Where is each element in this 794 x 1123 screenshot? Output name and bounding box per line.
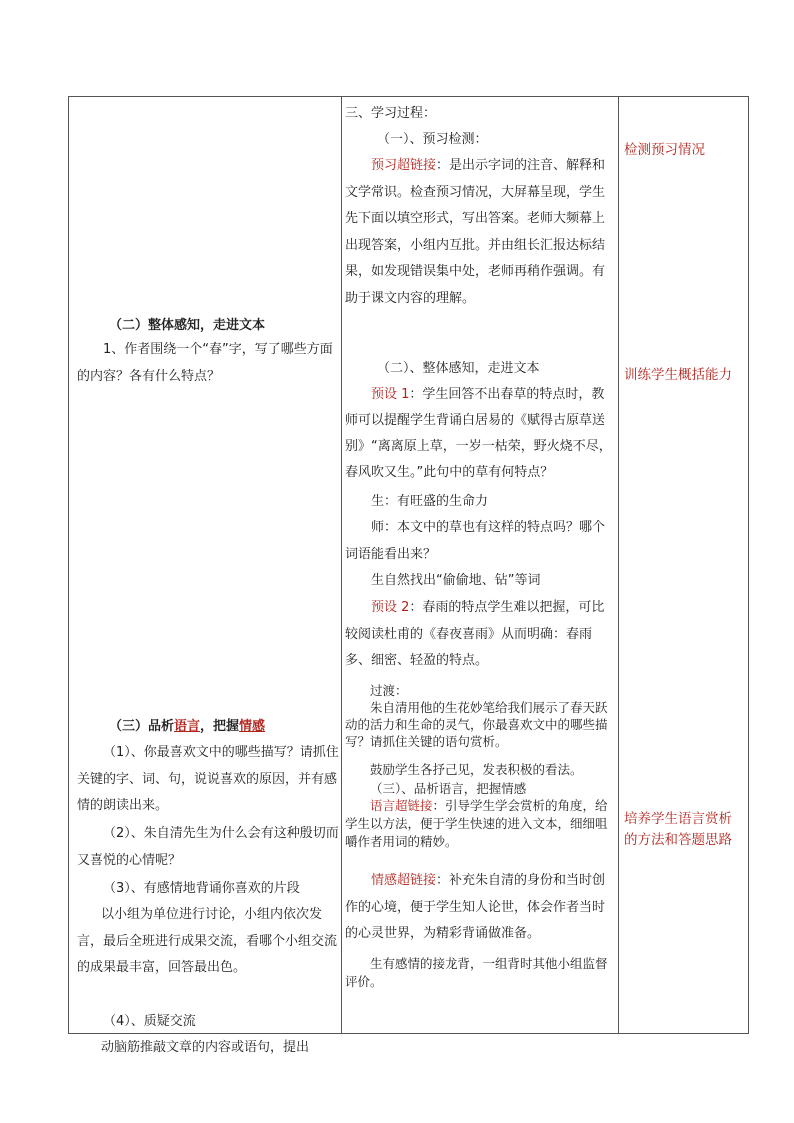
language-link-paragraph: 语言超链接：引导学生学会赏析的角度，给学生以方法，便于学生快速的进入文本，细细咀嚼作者用词的精妙。 — [345, 798, 608, 849]
group-discussion-text: 以小组为单位进行讨论，小组内依次发言，最后全班进行成果交流，看哪个小组交流的成果最丰富，回答最出色。 — [77, 907, 338, 975]
section-3-heading: （三）品析语言，把握情感 — [109, 719, 266, 734]
student-answer-1: 生：有旺盛的生命力 — [371, 494, 489, 509]
intent-summarize-ability: 训练学生概括能力 — [624, 367, 732, 383]
preview-check-heading: （一）、预习检测： — [377, 132, 488, 147]
preview-link-paragraph: 预习超链接：是出示字词的注音、解释和文学常识。检查预习情况，大屏幕呈现，学生先下面以填空形式，写出答案。老师大频幕上出现答案，小组内互批。并由组长汇报达标结果，如发现错误集中处，老师再稍作强调。有助于课文内容的理解。 — [345, 158, 606, 306]
section-3-question-2: （2）、朱自清先生为什么会有这种殷切而又喜悦的心情呢？ — [77, 826, 339, 868]
student-activity-column — [69, 97, 341, 1055]
lesson-plan-table — [68, 96, 749, 1055]
section-3-question-4: （4）、质疑交流 — [103, 1014, 196, 1029]
section-3-question-1: （1）、你最喜欢文中的哪些描写？请抓住关键的字、词、句，说说喜欢的原因，并有感情的朗读出来。 — [77, 745, 339, 813]
relay-recite-text: 生有感情的接龙背，一组背时其他小组监督评价。 — [345, 956, 608, 989]
student-answer-2: 生自然找出“偷偷地、钻”等词 — [371, 573, 541, 588]
preset-2-paragraph: 预设 2：春雨的特点学生难以把握，可比较阅读杜甫的《春夜喜雨》从而明确：春雨多、细密、轻盈的特点。 — [345, 600, 605, 668]
preset-1-paragraph: 预设 1：学生回答不出春草的特点时，教师可以提醒学生背诵白居易的《赋得古原草送别》“离离原上草，一岁一枯荣，野火烧不尽，春风吹又生。”此句中的草有何特点？ — [345, 387, 612, 480]
section-3-question-3: （3）、有感情地背诵你喜欢的片段 — [103, 881, 300, 896]
teacher-question-1: 师：本文中的草也有这样的特点吗？哪个词语能看出来？ — [345, 520, 606, 562]
encourage-text: 鼓励学生各抒己见，发表积极的看法。 — [370, 762, 583, 777]
intent-language-analysis: 培养学生语言赏析的方法和答题思路 — [624, 811, 732, 848]
transition-text: 朱自清用他的生花妙笔给我们展示了春天跃动的活力和生命的灵气，你最喜欢文中的哪些描写？请抓住关键的语句赏析。 — [345, 700, 608, 749]
intent-preview-check: 检测预习情况 — [624, 142, 705, 158]
language-analysis-heading: （三）、品析语言，把握情感 — [370, 781, 527, 796]
design-intent-column — [618, 97, 749, 1033]
emotion-link-paragraph: 情感超链接：补充朱自清的身份和当时创作的心境，便于学生知人论世，体会作者当时的心灵世界，为精彩背诵做准备。 — [345, 873, 606, 941]
section-2-heading: （二）整体感知，走进文本 — [109, 318, 266, 333]
section-2-question: 1、作者围绕一个“春”字，写了哪些方面的内容？各有什么特点？ — [77, 342, 333, 384]
overall-perception-heading: （二）、整体感知，走进文本 — [377, 361, 540, 376]
teaching-process-column — [341, 97, 618, 1033]
transition-label: 过渡： — [370, 683, 408, 698]
last-line-text: 动脑筋推敲文章的内容或语句，提出 — [101, 1040, 310, 1055]
process-title: 三、学习过程： — [345, 106, 437, 121]
